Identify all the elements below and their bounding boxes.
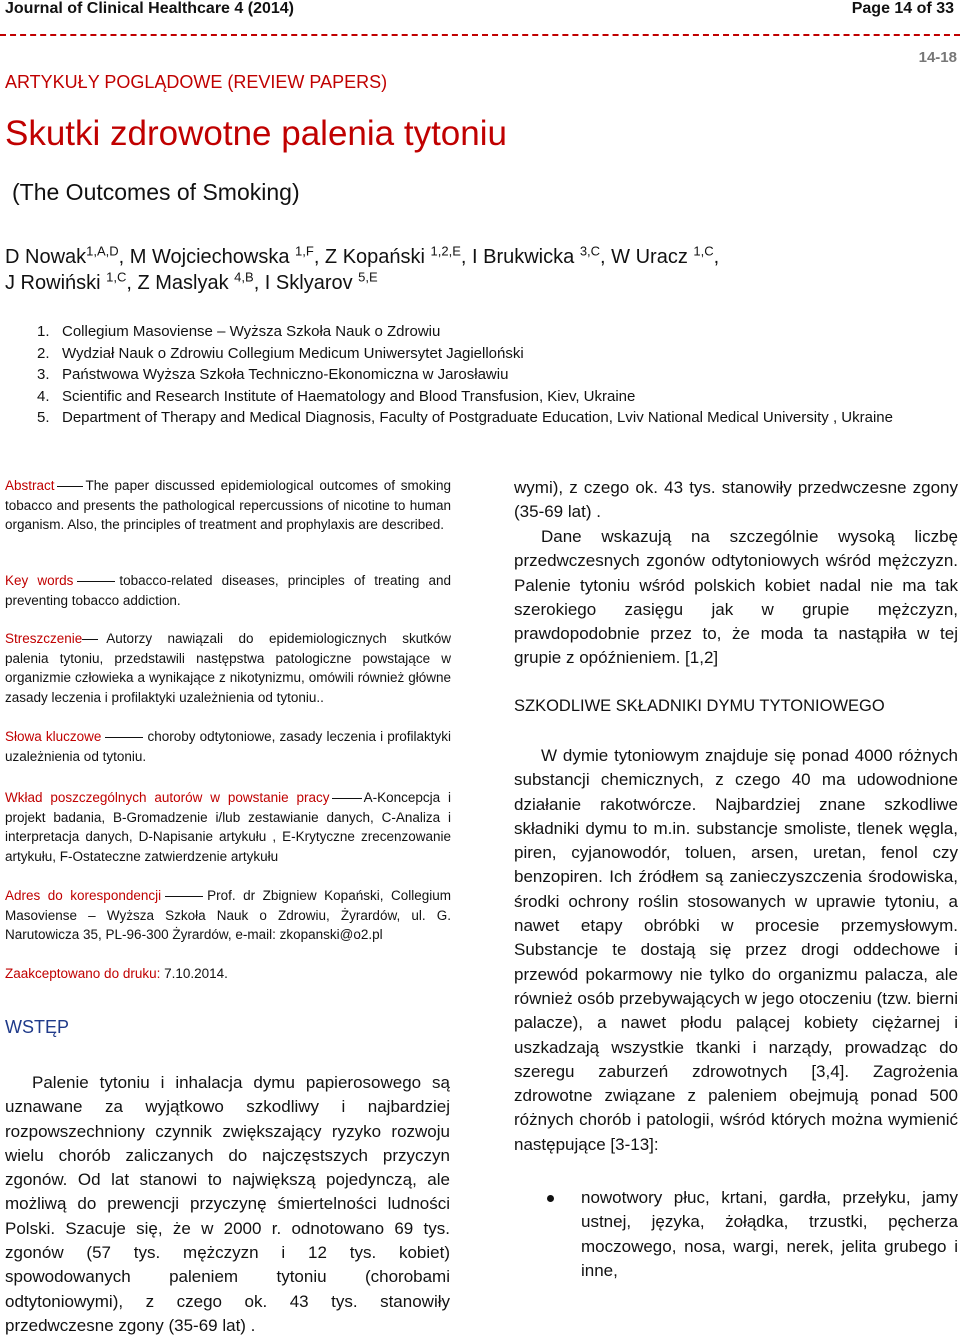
affiliation-item [0,321,945,343]
page-number: Page 14 of 33 [851,0,954,17]
affiliation-item [0,364,945,386]
author-list [5,244,945,296]
accepted-date: 7.10.2014. [164,966,228,981]
author-contributions-text: A-Koncepcja i projekt badania, B-Gromadzenie i/lub zestawianie danych, C-Analiza i interpretacja danych, D-Napisanie artykułu , E-Krytyczne zrecenzowanie artykułu, F-Ostateczne zatwierdzenie artykułu [5,790,451,864]
abstract-label: Abstract [5,478,55,493]
keywords-label: Key words [5,573,74,588]
affiliation-list [0,321,945,429]
author-affiliation-sup: 1,A,D [86,243,119,259]
article-title: Skutki zdrowotne palenia tytoniu [5,114,507,153]
paragraph-premature-deaths: Dane wskazują na szczególnie wysoką liczbę przedwczesnych zgonów odtytoniowych wśród mężczyzn. Palenie tytoniu wśród polskich kobiet nadal nie ma tak szerokiego zasięgu jak w grupie mężczyzn, prawdopodobnie przez to, że moda ta nastąpiła w tej grupie z opóźnieniem. [1,2] [514,527,958,668]
affiliation-text: Wydział Nauk o Zdrowiu Collegium Medicum Uniwersytet Jagielloński [62,344,524,362]
dash-separator [165,896,203,897]
bullet-dot-icon [547,1195,554,1202]
section-type: ARTYKUŁY POGLĄDOWE (REVIEW PAPERS) [5,72,388,92]
author-affiliation-sup: 3,C [579,243,601,259]
affiliation-item [0,386,945,408]
affiliation-number: 3. [37,366,50,384]
affiliation-number: 4. [37,387,50,405]
author-affiliation-sup: 4,B [234,269,254,285]
dash-separator [82,639,98,640]
author-contributions-block [5,788,451,866]
paragraph-tobacco-smoke: W dymie tytoniowym znajduje się ponad 4000 różnych substancji chemicznych, z czego 40 ma udowodnione działanie rakotwórcze. Najbardziej znane szkodliwe składniki dymu to m.in. substancje smoliste, tlenek węgla, piren, cyjanowodór, toluen, arsen, uretan, fenol czy benzopiren. Ich źródłem są zanieczyszczenia środowiska, środki ochrony roślin stosowanych w uprawie tytoniu, a nawet etapy obróbki w procesie przemysłowym. Substancje te dostają się przez drogi oddechowe i przewód pokarmowy nie tylko do organizmu palacza, ale również osób przebywających w jego otoczeniu (tzw. bierni palacze), a nawet płodu palącej kobiety ciężarnej i uszkadzają wszystkie tkanki i narządy, prowadząc do szeregu zaburzeń zdrowotnych [3,4]. Zagrożenia zdrowotne związane z paleniem obejmują ponad 500 różnych chorób i patologii, wśród których można wymienić następujące [3-13]: [514,746,958,1154]
author-name: , W Uracz [600,246,694,268]
author-contributions-label: Wkład poszczególnych autorów w powstanie pracy [5,790,330,805]
affiliation-number: 5. [37,409,50,427]
dash-separator [77,581,115,582]
author-affiliation-sup: 1,2,E [430,243,461,259]
author-affiliation-sup: 1,F [295,243,314,259]
author-affiliation-sup: 1,C [693,243,714,259]
accepted-block [5,964,451,984]
dash-separator [105,737,143,738]
correspondence-text: Prof. dr Zbigniew Kopański, Collegium Masoviense – Wyższa Szkoła Nauk o Zdrowiu, Żyrardów, ul. G. Narutowicza 35, PL-96-300 Żyrardów, e-mail: zkopanski@o2.pl [5,888,451,942]
abstract-text: The paper discussed epidemiological outcomes of smoking tobacco and presents the pathological repercussions of nicotine to human organism. Also, the principles of treatment and prophylaxis are described. [5,478,451,532]
correspondence-block [5,886,451,945]
author-line-2 [5,270,945,296]
bullet-text: nowotwory płuc, krtani, gardła, przełyku, jamy ustnej, języka, żołądka, trzustki, pęcherza moczowego, nosa, wargi, nerek, jelita grubego i inne, [581,1188,958,1280]
author-name: , I Sklyarov [253,272,359,294]
bullet-item [581,1186,958,1283]
section-heading-harmful-components: SZKODLIWE SKŁADNIKI DYMU TYTONIOWEGO [514,697,885,715]
affiliation-text: Państwowa Wyższa Szkoła Techniczno-Ekonomiczna w Jarosławiu [62,366,509,384]
slowa-kluczowe-block [5,727,451,766]
keywords-text: tobacco-related diseases, principles of treating and preventing tobacco addiction. [5,573,451,608]
author-name: , M Wojciechowska [118,246,296,268]
dash-separator [57,486,83,487]
author-affiliation-sup: 1,C [106,269,127,285]
author-name: , Z Maslyak [126,272,235,294]
author-name: J Rowiński [5,272,107,294]
author-affiliation-sup: 5,E [358,269,378,285]
abstract-block [5,476,451,535]
affiliation-number: 2. [37,344,50,362]
author-name: , Z Kopański [313,246,431,268]
streszczenie-block [5,629,451,707]
affiliation-text: Scientific and Research Institute of Haematology and Blood Transfusion, Kiev, Ukraine [62,387,636,405]
intro-paragraph: Palenie tytoniu i inhalacja dymu papierosowego są uznawane za wyjątkowo szkodliwy i najbardziej rozpowszechniony czynnik zwiększający ryzyko rozwoju wielu chorób zaliczanych do najczęstszych przyczyn zgonów. Od lat stanowi to największą pojedynczą, ale możliwą do prewencji przyczynę śmiertelności ludności Polski. Szacuje się, że w 2000 r. odnotowano 69 tys. zgonów (57 tys. mężczyzn i 12 tys. kobiet) spowodowanych paleniem tytoniu (chorobami odtytoniowymi), z czego ok. 43 tys. stanowiły przedwczesne zgony (35-69 lat) . [5,1073,450,1335]
author-name: , I Brukwicka [460,246,580,268]
author-name: D Nowak [5,246,87,268]
keywords-block [5,571,451,610]
header-rule [0,34,960,36]
author-line-1 [5,244,945,270]
slowa-kluczowe-text: choroby odtytoniowe, zasady leczenia i profilaktyki uzależnienia od tytoniu. [5,729,452,764]
streszczenie-label: Streszczenie [5,631,83,646]
affiliation-item [0,343,945,365]
affiliation-number: 1. [37,323,50,340]
accepted-label: Zaakceptowano do druku: [5,966,161,981]
journal-name: Journal of Clinical Healthcare 4 (2014) [5,0,294,17]
affiliation-item [0,407,945,429]
intro-paragraph-continued: wymi), z czego ok. 43 tys. stanowiły przedwczesne zgony (35-69 lat) . [514,478,958,522]
article-subtitle: (The Outcomes of Smoking) [12,179,300,205]
section-heading-wstep: WSTĘP [5,1017,70,1037]
page-range: 14-18 [918,49,957,66]
author-separator: , [713,246,720,268]
streszczenie-text: Autorzy nawiązali do epidemiologicznych skutków palenia tytoniu, przedstawili następstwa patologiczne powstające w organizmie człowieka a wynikające z nikotynizmu, omówili również główne zasady leczenia i profilaktyki uzależnienia od tytoniu.. [5,631,451,705]
correspondence-label: Adres do korespondencji [5,888,162,903]
affiliation-text: Collegium Masoviense – Wyższa Szkoła Nauk o Zdrowiu [62,323,441,340]
slowa-kluczowe-label: Słowa kluczowe [5,729,102,744]
dash-separator [332,798,362,799]
affiliation-text: Department of Therapy and Medical Diagnosis, Faculty of Postgraduate Education, Lviv National Medical University , Ukraine [62,409,893,427]
